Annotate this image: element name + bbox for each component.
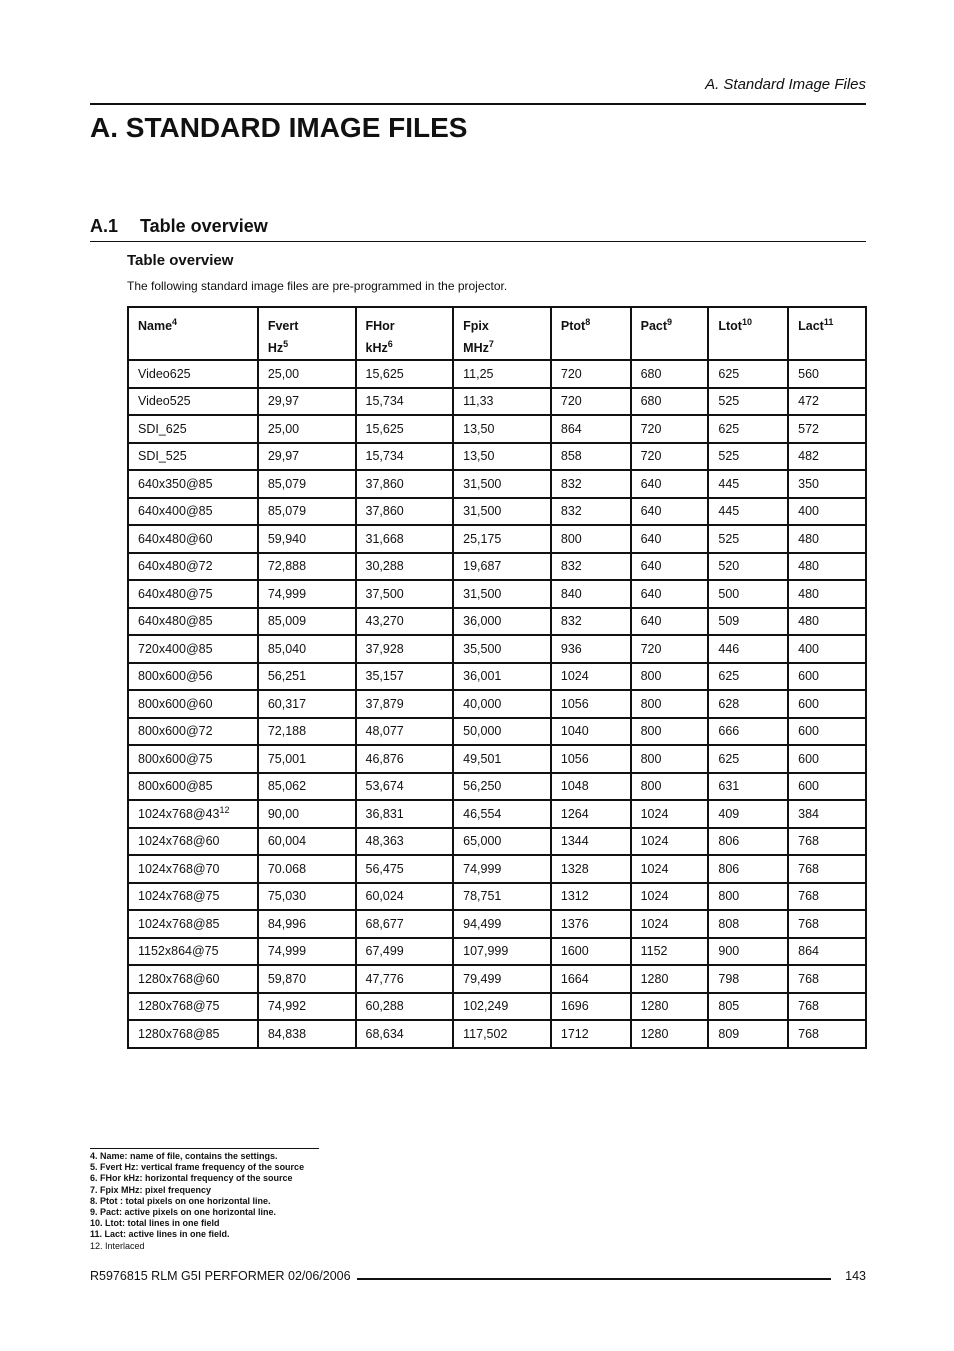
column-header: Name$^4$ — [128, 307, 258, 360]
table-cell: 1344 — [551, 828, 631, 856]
table-cell: 400 — [788, 635, 866, 663]
footnote-item: 8. Ptot : total pixels on one horizontal line. — [90, 1195, 271, 1206]
cell-name: $1024x768@43^{12}$ — [128, 800, 258, 828]
table-cell: 31,500 — [453, 498, 551, 526]
cell-name: 1024x768@75 — [128, 883, 258, 911]
section-title-text: Table overview — [140, 216, 268, 236]
image-files-table — [127, 306, 867, 1049]
table-cell: 48,363 — [356, 828, 454, 856]
table-cell: 768 — [788, 993, 866, 1021]
cell-name: 1280x768@60 — [128, 965, 258, 993]
table-cell: 15,625 — [356, 415, 454, 443]
table-cell: 572 — [788, 415, 866, 443]
table-row — [128, 553, 866, 581]
table-cell: 409 — [708, 800, 788, 828]
table-cell: 832 — [551, 470, 631, 498]
table-cell: 640 — [631, 608, 709, 636]
cell-name: 800x600@56 — [128, 663, 258, 691]
table-row — [128, 635, 866, 663]
table-cell: 85,079 — [258, 470, 356, 498]
table-row — [128, 1020, 866, 1048]
cell-name: 1024x768@70 — [128, 855, 258, 883]
cell-name: 720x400@85 — [128, 635, 258, 663]
page-number: 143 — [845, 1269, 866, 1283]
column-header: Lact$^{11}$ — [788, 307, 866, 360]
table-cell: 1056 — [551, 745, 631, 773]
table-cell: 1024 — [631, 800, 709, 828]
table-cell: 625 — [708, 360, 788, 388]
table-cell: 560 — [788, 360, 866, 388]
table-cell: 53,674 — [356, 773, 454, 801]
table-cell: 1024 — [631, 828, 709, 856]
table-cell: 800 — [631, 718, 709, 746]
footnote-item: 12. Interlaced — [90, 1240, 145, 1251]
table-row — [128, 718, 866, 746]
table-cell: 1696 — [551, 993, 631, 1021]
table-cell: 482 — [788, 443, 866, 471]
table-cell: 37,500 — [356, 580, 454, 608]
table-cell: 640 — [631, 470, 709, 498]
table-cell: 25,00 — [258, 360, 356, 388]
table-cell: 72,888 — [258, 553, 356, 581]
table-cell: 19,687 — [453, 553, 551, 581]
table-cell: 1600 — [551, 938, 631, 966]
table-cell: 11,25 — [453, 360, 551, 388]
table-cell: 79,499 — [453, 965, 551, 993]
table-cell: 600 — [788, 773, 866, 801]
table-cell: 384 — [788, 800, 866, 828]
cell-name: 1024x768@60 — [128, 828, 258, 856]
table-cell: 768 — [788, 883, 866, 911]
intro-paragraph: The following standard image files are pre-programmed in the projector. — [127, 279, 508, 293]
table-cell: 720 — [631, 443, 709, 471]
table-cell: 68,634 — [356, 1020, 454, 1048]
table-cell: 65,000 — [453, 828, 551, 856]
table-cell: 480 — [788, 580, 866, 608]
table-cell: 31,668 — [356, 525, 454, 553]
table-cell: 666 — [708, 718, 788, 746]
table-cell: 631 — [708, 773, 788, 801]
table-cell: 72,188 — [258, 718, 356, 746]
table-cell: 480 — [788, 553, 866, 581]
table-cell: 720 — [631, 415, 709, 443]
table-cell: 640 — [631, 553, 709, 581]
page-footer — [90, 1269, 866, 1283]
table-cell: 85,062 — [258, 773, 356, 801]
table-cell: 1376 — [551, 910, 631, 938]
cell-name: 1280x768@75 — [128, 993, 258, 1021]
cell-name: 640x480@85 — [128, 608, 258, 636]
table-cell: 680 — [631, 388, 709, 416]
table-cell: 720 — [551, 360, 631, 388]
table-row — [128, 415, 866, 443]
section-number: A.1 — [90, 216, 119, 236]
table-cell: 1024 — [631, 855, 709, 883]
table-cell: 1024 — [551, 663, 631, 691]
table-cell: 864 — [788, 938, 866, 966]
table-cell: 1264 — [551, 800, 631, 828]
footer-rule — [357, 1278, 832, 1280]
table-row — [128, 580, 866, 608]
table-cell: 720 — [631, 635, 709, 663]
column-header: FHor kHz$^6$ — [356, 307, 454, 360]
table-cell: 85,040 — [258, 635, 356, 663]
table-cell: 900 — [708, 938, 788, 966]
table-cell: 806 — [708, 855, 788, 883]
table-cell: 35,157 — [356, 663, 454, 691]
table-body — [128, 360, 866, 1048]
table-cell: 480 — [788, 525, 866, 553]
table-cell: 60,004 — [258, 828, 356, 856]
table-cell: 800 — [631, 663, 709, 691]
footnotes — [90, 1151, 304, 1252]
table-cell: 36,000 — [453, 608, 551, 636]
table-cell: 1152 — [631, 938, 709, 966]
table-cell: 29,97 — [258, 443, 356, 471]
table-cell: 36,001 — [453, 663, 551, 691]
table-cell: 15,625 — [356, 360, 454, 388]
table-cell: 13,50 — [453, 443, 551, 471]
table-cell: 85,009 — [258, 608, 356, 636]
table-row — [128, 965, 866, 993]
table-cell: 1280 — [631, 993, 709, 1021]
table-cell: 31,500 — [453, 580, 551, 608]
cell-name: 800x600@60 — [128, 690, 258, 718]
table-cell: 768 — [788, 1020, 866, 1048]
table-cell: 500 — [708, 580, 788, 608]
table-cell: 60,288 — [356, 993, 454, 1021]
table-row — [128, 608, 866, 636]
table-cell: 800 — [631, 745, 709, 773]
table-cell: 600 — [788, 690, 866, 718]
table-cell: 768 — [788, 828, 866, 856]
footnote-item: 6. FHor kHz: horizontal frequency of the source — [90, 1173, 293, 1184]
table-row — [128, 388, 866, 416]
cell-name: Video525 — [128, 388, 258, 416]
table-cell: 37,860 — [356, 470, 454, 498]
table-row — [128, 470, 866, 498]
cell-name: 640x400@85 — [128, 498, 258, 526]
table-cell: 800 — [708, 883, 788, 911]
table-cell: 74,999 — [258, 938, 356, 966]
table-cell: 46,876 — [356, 745, 454, 773]
table-cell: 29,97 — [258, 388, 356, 416]
table-cell: 1040 — [551, 718, 631, 746]
table-cell: 75,030 — [258, 883, 356, 911]
cell-name: 640x480@60 — [128, 525, 258, 553]
column-header: Fpix MHz$^7$ — [453, 307, 551, 360]
table-row — [128, 773, 866, 801]
table-cell: 37,860 — [356, 498, 454, 526]
table-cell: 720 — [551, 388, 631, 416]
cell-name: SDI_625 — [128, 415, 258, 443]
table-row — [128, 883, 866, 911]
table-row — [128, 498, 866, 526]
cell-name: 800x600@75 — [128, 745, 258, 773]
table-cell: 768 — [788, 965, 866, 993]
table-cell: 525 — [708, 525, 788, 553]
table-cell: 1024 — [631, 883, 709, 911]
table-cell: 84,838 — [258, 1020, 356, 1048]
table-row — [128, 855, 866, 883]
table-cell: 67,499 — [356, 938, 454, 966]
table-cell: 47,776 — [356, 965, 454, 993]
cell-name: 800x600@72 — [128, 718, 258, 746]
running-header: A. Standard Image Files — [705, 76, 866, 93]
table-cell: 800 — [631, 690, 709, 718]
table-cell: 472 — [788, 388, 866, 416]
subsection-title: Table overview — [127, 252, 234, 269]
table-cell: 56,251 — [258, 663, 356, 691]
table-row — [128, 690, 866, 718]
table-cell: 600 — [788, 745, 866, 773]
column-header: Fvert Hz$^5$ — [258, 307, 356, 360]
table-cell: 36,831 — [356, 800, 454, 828]
table-cell: 102,249 — [453, 993, 551, 1021]
table-cell: 798 — [708, 965, 788, 993]
table-cell: 40,000 — [453, 690, 551, 718]
table-cell: 680 — [631, 360, 709, 388]
table-cell: 1056 — [551, 690, 631, 718]
footnote-item: 4. Name: name of file, contains the settings. — [90, 1151, 278, 1161]
table-cell: 525 — [708, 388, 788, 416]
table-row — [128, 525, 866, 553]
table-cell: 520 — [708, 553, 788, 581]
table-cell: 48,077 — [356, 718, 454, 746]
column-header: Pact$^9$ — [631, 307, 709, 360]
table-cell: 25,00 — [258, 415, 356, 443]
table-cell: 30,288 — [356, 553, 454, 581]
section-title — [90, 216, 866, 242]
table-cell: 600 — [788, 718, 866, 746]
table-cell: 35,500 — [453, 635, 551, 663]
cell-name: 640x480@72 — [128, 553, 258, 581]
table-cell: 625 — [708, 415, 788, 443]
footnote-item: 5. Fvert Hz: vertical frame frequency of the source — [90, 1162, 305, 1173]
table-cell: 806 — [708, 828, 788, 856]
table-cell: 1712 — [551, 1020, 631, 1048]
table-cell: 1664 — [551, 965, 631, 993]
table-cell: 31,500 — [453, 470, 551, 498]
table-cell: 75,001 — [258, 745, 356, 773]
table-cell: 1312 — [551, 883, 631, 911]
table-cell: 49,501 — [453, 745, 551, 773]
table-cell: 84,996 — [258, 910, 356, 938]
table-cell: 15,734 — [356, 443, 454, 471]
table-cell: 445 — [708, 470, 788, 498]
table-cell: 60,317 — [258, 690, 356, 718]
table-cell: 1280 — [631, 965, 709, 993]
table-cell: 800 — [631, 773, 709, 801]
table-cell: 68,677 — [356, 910, 454, 938]
table-cell: 74,999 — [258, 580, 356, 608]
cell-name: Video625 — [128, 360, 258, 388]
table-cell: 832 — [551, 498, 631, 526]
table-cell: 37,928 — [356, 635, 454, 663]
table-cell: 936 — [551, 635, 631, 663]
table-cell: 74,992 — [258, 993, 356, 1021]
table-cell: 768 — [788, 855, 866, 883]
table-cell: 600 — [788, 663, 866, 691]
table-cell: 480 — [788, 608, 866, 636]
cell-name: 1152x864@75 — [128, 938, 258, 966]
cell-name: 640x350@85 — [128, 470, 258, 498]
table-cell: 13,50 — [453, 415, 551, 443]
footer-doc-info: R5976815 RLM G5I PERFORMER 02/06/2006 — [90, 1269, 351, 1283]
table-cell: 117,502 — [453, 1020, 551, 1048]
header-rule — [90, 103, 866, 105]
table-cell: 640 — [631, 580, 709, 608]
table-cell: 56,475 — [356, 855, 454, 883]
cell-name: SDI_525 — [128, 443, 258, 471]
footnote-ref: 12 — [219, 804, 230, 815]
cell-name: 800x600@85 — [128, 773, 258, 801]
table-cell: 1280 — [631, 1020, 709, 1048]
table-cell: 858 — [551, 443, 631, 471]
table-header-row — [128, 307, 866, 360]
table-cell: 400 — [788, 498, 866, 526]
table-cell: 60,024 — [356, 883, 454, 911]
table-cell: 74,999 — [453, 855, 551, 883]
table-cell: 59,940 — [258, 525, 356, 553]
table-cell: 15,734 — [356, 388, 454, 416]
table-cell: 800 — [551, 525, 631, 553]
table-cell: 625 — [708, 663, 788, 691]
column-header: Ltot$^{10}$ — [708, 307, 788, 360]
table-cell: 37,879 — [356, 690, 454, 718]
table-row — [128, 828, 866, 856]
table-row — [128, 800, 866, 828]
table-cell: 50,000 — [453, 718, 551, 746]
table-cell: 107,999 — [453, 938, 551, 966]
table-row — [128, 938, 866, 966]
column-header: Ptot$^8$ — [551, 307, 631, 360]
table-cell: 808 — [708, 910, 788, 938]
table-cell: 832 — [551, 553, 631, 581]
footnote-item: 10. Ltot: total lines in one field — [90, 1218, 220, 1229]
footnote-item: 9. Pact: active pixels on one horizontal line. — [90, 1207, 277, 1218]
table-cell: 90,00 — [258, 800, 356, 828]
table-cell: 46,554 — [453, 800, 551, 828]
table-cell: 640 — [631, 525, 709, 553]
table-cell: 1328 — [551, 855, 631, 883]
table-cell: 864 — [551, 415, 631, 443]
table-cell: 25,175 — [453, 525, 551, 553]
table-cell: 768 — [788, 910, 866, 938]
table-cell: 11,33 — [453, 388, 551, 416]
cell-name: 1280x768@85 — [128, 1020, 258, 1048]
table-cell: 94,499 — [453, 910, 551, 938]
table-row — [128, 360, 866, 388]
table-cell: 43,270 — [356, 608, 454, 636]
table-row — [128, 745, 866, 773]
footnote-rule — [90, 1148, 319, 1149]
table-cell: 509 — [708, 608, 788, 636]
table-cell: 78,751 — [453, 883, 551, 911]
table-cell: 628 — [708, 690, 788, 718]
table-cell: 446 — [708, 635, 788, 663]
table-row — [128, 910, 866, 938]
table-cell: 525 — [708, 443, 788, 471]
table-cell: 85,079 — [258, 498, 356, 526]
cell-name: 1024x768@85 — [128, 910, 258, 938]
table-cell: 350 — [788, 470, 866, 498]
table-cell: 1048 — [551, 773, 631, 801]
chapter-title: A. STANDARD IMAGE FILES — [90, 112, 468, 143]
table-cell: 832 — [551, 608, 631, 636]
footnote-item: 11. Lact: active lines in one field. — [90, 1229, 230, 1240]
table-cell: 625 — [708, 745, 788, 773]
table-cell: 640 — [631, 498, 709, 526]
table-row — [128, 443, 866, 471]
cell-name: 640x480@75 — [128, 580, 258, 608]
table-cell: 70.068 — [258, 855, 356, 883]
table-cell: 809 — [708, 1020, 788, 1048]
table-cell: 840 — [551, 580, 631, 608]
table-cell: 59,870 — [258, 965, 356, 993]
table-cell: 445 — [708, 498, 788, 526]
footnote-item: 7. Fpix MHz: pixel frequency — [90, 1184, 212, 1195]
table-cell: 805 — [708, 993, 788, 1021]
table-cell: 1024 — [631, 910, 709, 938]
table-row — [128, 993, 866, 1021]
table-row — [128, 663, 866, 691]
table-cell: 56,250 — [453, 773, 551, 801]
